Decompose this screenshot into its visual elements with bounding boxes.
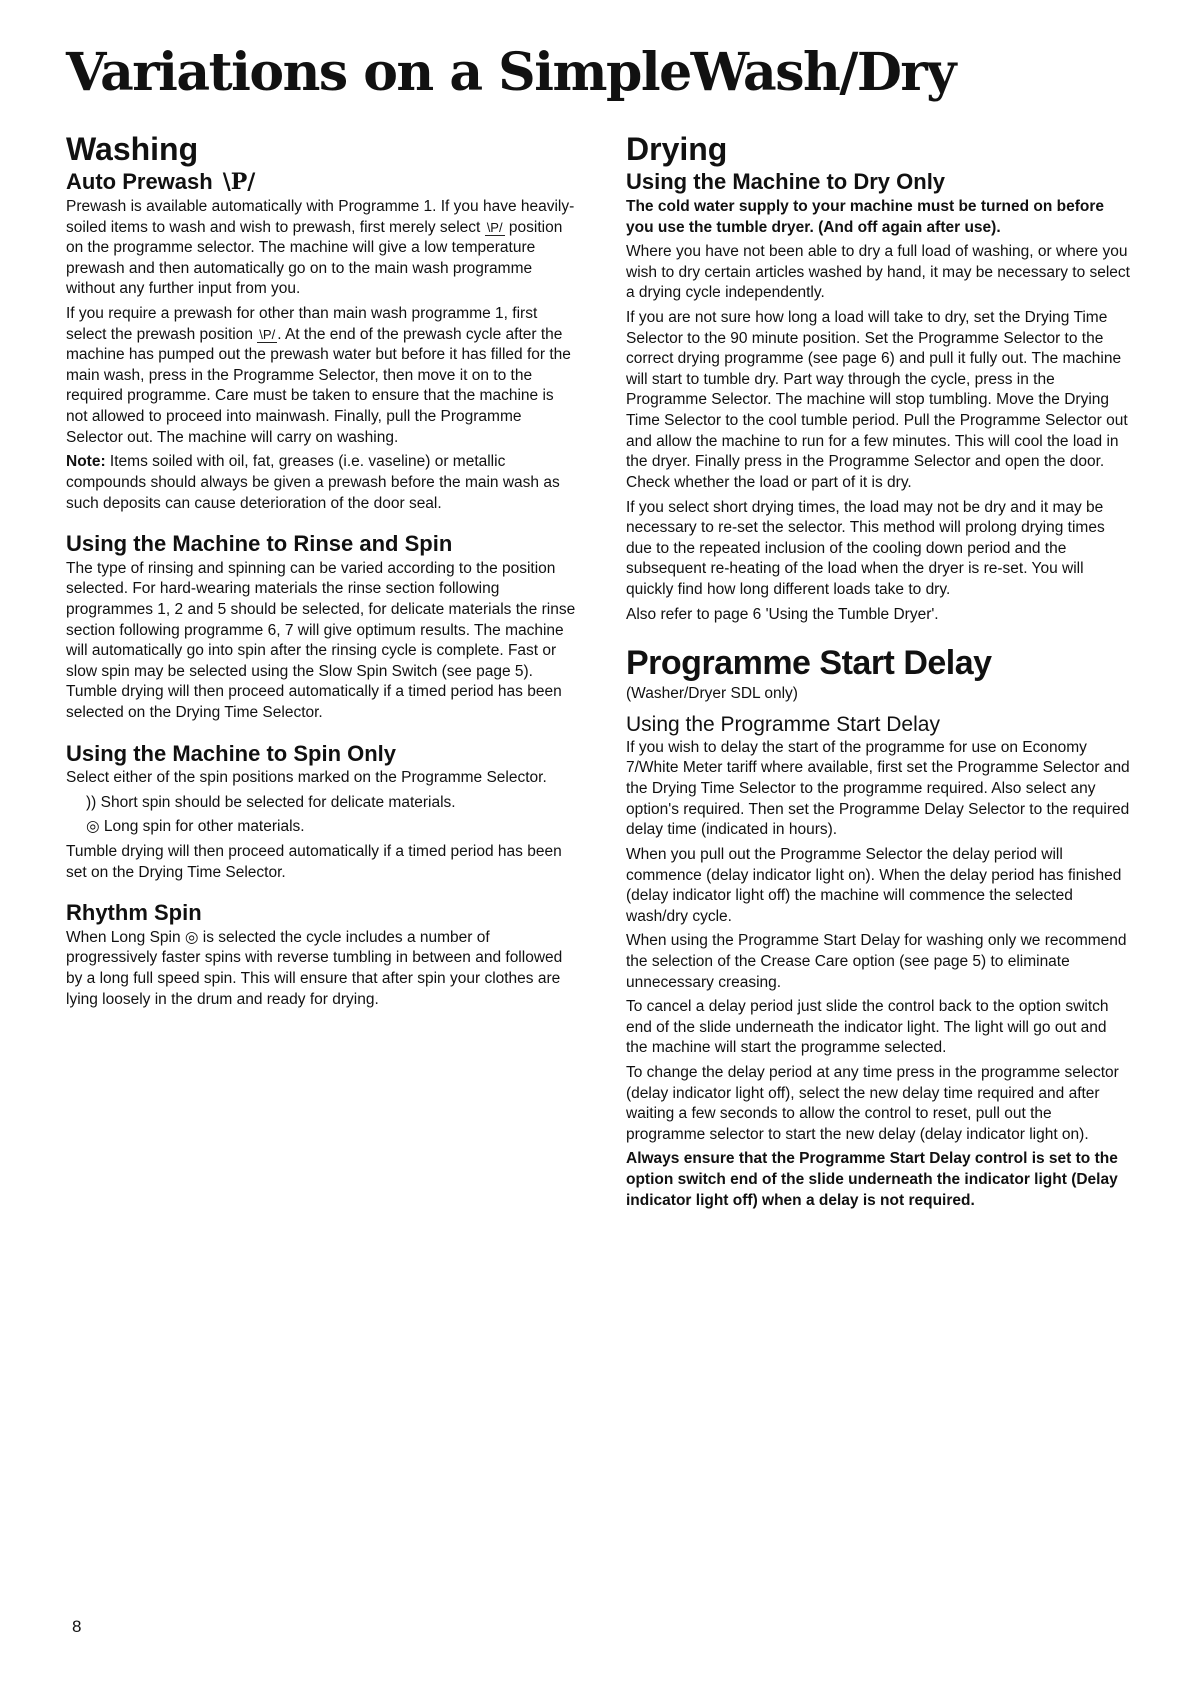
rhythm-spin-heading: Rhythm Spin — [66, 900, 202, 926]
psd-paragraph-4: To cancel a delay period just slide the control back to the option switch end of the slide underneath the indicator light. The light will go out and the machine will start the programme selected. — [626, 998, 1109, 1057]
psd-paragraph-2: When you pull out the Programme Selector the delay period will commence (delay indicator light on). When the delay period has finished (delay indicator light off) the machine will commence the selected wash/dry cycle. — [626, 845, 1122, 925]
short-spin-text: Short spin should be selected for delicate materials. — [100, 793, 456, 811]
page-title: Variations on a SimpleWash/Dry — [66, 42, 956, 103]
text-fragment: . At the end of the prewash cycle after the machine has pumped out the prewash water but before it has filled for the main wash, press in the Programme Selector, then move it on to the required programme. Care must be taken to ensure that the machine is not allowed to proceed into mainwash. Finally, pull the Programme Selector out. The machine will carry on washing. — [66, 325, 571, 446]
dry-only-heading: Using the Machine to Dry Only — [626, 169, 946, 195]
text-fragment: If you require a prewash for other than main wash programme 1, first select the prewash position — [66, 305, 538, 343]
note-text: Items soiled with oil, fat, greases (i.e. vaseline) or metallic compounds should always be given a prewash before the main wash as such deposits can cause deterioration of the door seal. — [66, 453, 560, 512]
spin-only-paragraph-1: Select either of the spin positions marked on the Programme Selector. — [66, 769, 547, 787]
dry-only-paragraph-3: If you select short drying times, the load may not be dry and it may be necessary to re-set the selector. This method will prolong drying times due to the repeated inclusion of the cooling down period and the subsequent re-heating of the load when the dryer is re-set. You will quickly find how long different loads take to dry. — [626, 498, 1105, 598]
psd-paragraph-1: If you wish to delay the start of the programme for use on Economy 7/White Meter tariff where available, first set the Programme Selector and the Drying Time Selector to the programme required. Also select any option's required. Then set the Programme Delay Selector to the required delay time (indicated in hours). — [626, 738, 1130, 839]
right-column — [626, 130, 1131, 1215]
prewash-position-icon: \P/ — [486, 219, 503, 235]
short-spin-icon: )) — [86, 793, 97, 811]
rinse-spin-paragraph: The type of rinsing and spinning can be varied according to the position selected. For hard-wearing materials the rinse section following programmes 1, 2 and 5 should be selected, for delicate materials the rinse section following programme 6, 7 will give optimum results. The machine will automatically go into spin after the rinsing cycle is complete. Fast or slow spin may be selected using the Slow Spin Switch (see page 5). Tumble drying will then proceed automatically if a timed period has been selected on the Drying Time Selector. — [66, 559, 576, 721]
psd-subheading: Using the Programme Start Delay — [626, 712, 940, 736]
drying-heading: Drying — [626, 131, 728, 167]
rhythm-spin-paragraph — [66, 928, 576, 1010]
spin-only-heading: Using the Machine to Spin Only — [66, 740, 397, 766]
dry-only-paragraph-4: Also refer to page 6 'Using the Tumble Dryer'. — [626, 605, 939, 623]
auto-prewash-paragraph-2 — [66, 304, 576, 448]
auto-prewash-paragraph-1 — [66, 197, 576, 300]
long-spin-icon: ◎ — [86, 818, 100, 836]
auto-prewash-heading — [66, 168, 576, 197]
auto-prewash-note — [66, 452, 576, 514]
programme-start-delay-heading: Programme Start Delay — [626, 644, 992, 683]
psd-model-note: (Washer/Dryer SDL only) — [626, 684, 798, 702]
dry-only-paragraph-1: Where you have not been able to dry a full load of washing, or where you wish to dry certain articles washed by hand, it may be necessary to select a drying cycle independently. — [626, 243, 1130, 302]
auto-prewash-title: Auto Prewash — [66, 169, 213, 195]
text-fragment: position on the programme selector. The machine will give a low temperature prewash and then automatically go on to the main wash programme without any further input from you. — [66, 218, 563, 298]
prewash-position-icon: \P/ — [259, 326, 276, 342]
prewash-symbol-icon: \P/ — [222, 169, 256, 196]
rinse-spin-heading: Using the Machine to Rinse and Spin — [66, 531, 453, 557]
left-column — [66, 130, 576, 1014]
spin-only-paragraph-2: Tumble drying will then proceed automatically if a timed period has been set on the Drying Time Selector. — [66, 843, 562, 881]
note-label: Note: — [66, 453, 106, 471]
psd-warning: Always ensure that the Programme Start Delay control is set to the option switch end of the slide underneath the indicator light (Delay indicator light off) when a delay is not required. — [626, 1150, 1118, 1209]
long-spin-icon: ◎ — [184, 928, 199, 946]
page-number: 8 — [72, 1617, 82, 1636]
dry-only-warning: The cold water supply to your machine must be turned on before you use the tumble dryer. (And off again after use). — [626, 197, 1104, 236]
text-fragment: Prewash is available automatically with Programme 1. If you have heavily-soiled items to wash and wish to prewash, first merely select — [66, 197, 575, 236]
long-spin-line — [66, 817, 576, 838]
text-fragment: is selected the cycle includes a number of progressively faster spins with reverse tumbling in between and followed by a long full speed spin. This will ensure that after spin your clothes are lying loosely in the drum and ready for drying. — [66, 928, 563, 1008]
long-spin-text: Long spin for other materials. — [103, 818, 305, 836]
dry-only-paragraph-2: If you are not sure how long a load will take to dry, set the Drying Time Selector to the 90 minute position. Set the Programme Selector to the correct drying programme (see page 6) and pull it fully out. The machine will start to tumble dry. Part way through the cycle, press in the Programme Selector. The machine will stop tumbling. Move the Drying Time Selector to the cool tumble period. Pull the Programme Selector out and allow the machine to run for a few minutes. This will cool the load in the dryer. Finally press in the Programme Selector and open the door. Check whether the load or part of it is dry. — [626, 309, 1128, 491]
psd-paragraph-5: To change the delay period at any time press in the programme selector (delay indicator light off), select the new delay time required and after waiting a few seconds to allow the control to reset, pull out the programme selector to start the new delay (delay indicator light on). — [626, 1064, 1119, 1143]
short-spin-line — [66, 793, 576, 814]
washing-heading: Washing — [66, 131, 199, 167]
text-fragment: When Long Spin — [66, 928, 181, 946]
psd-paragraph-3: When using the Programme Start Delay for washing only we recommend the selection of the Crease Care option (see page 5) to eliminate unnecessary creasing. — [626, 932, 1127, 991]
